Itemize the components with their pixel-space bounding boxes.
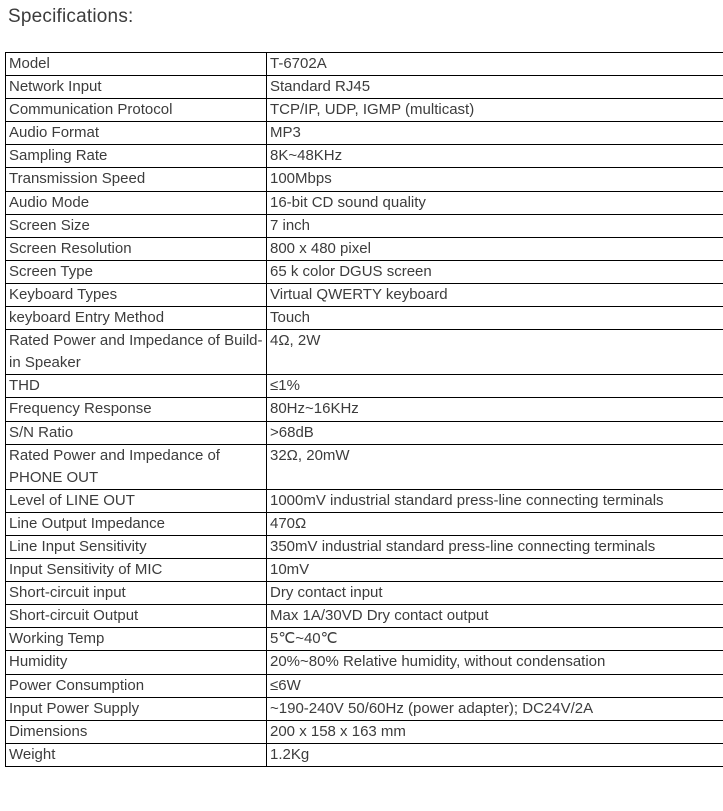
spec-label: Screen Type xyxy=(6,260,267,283)
spec-label: Transmission Speed xyxy=(6,168,267,191)
spec-value: Touch xyxy=(267,307,723,330)
spec-label: S/N Ratio xyxy=(6,421,267,444)
spec-value: 5℃~40℃ xyxy=(267,628,723,651)
spec-label: Working Temp xyxy=(6,628,267,651)
spec-label: Line Input Sensitivity xyxy=(6,535,267,558)
spec-value: 350mV industrial standard press-line connecting terminals xyxy=(267,535,723,558)
spec-label: Communication Protocol xyxy=(6,99,267,122)
specifications-table-body xyxy=(6,53,723,767)
spec-row xyxy=(6,697,723,720)
spec-label: Input Power Supply xyxy=(6,697,267,720)
spec-value: 470Ω xyxy=(267,512,723,535)
spec-value: 80Hz~16KHz xyxy=(267,398,723,421)
spec-value: Dry contact input xyxy=(267,582,723,605)
spec-label: Audio Format xyxy=(6,122,267,145)
spec-label: Keyboard Types xyxy=(6,283,267,306)
spec-row xyxy=(6,605,723,628)
spec-label: Humidity xyxy=(6,651,267,674)
spec-label: Screen Resolution xyxy=(6,237,267,260)
spec-label: Power Consumption xyxy=(6,674,267,697)
spec-label: keyboard Entry Method xyxy=(6,307,267,330)
spec-label: Rated Power and Impedance of Build-in Speaker xyxy=(6,330,267,375)
specifications-table xyxy=(5,52,723,767)
spec-row xyxy=(6,743,723,766)
spec-row xyxy=(6,720,723,743)
spec-label: Screen Size xyxy=(6,214,267,237)
spec-row xyxy=(6,398,723,421)
page-title: Specifications: xyxy=(8,6,134,27)
spec-row xyxy=(6,651,723,674)
spec-row xyxy=(6,421,723,444)
spec-row xyxy=(6,489,723,512)
spec-row xyxy=(6,559,723,582)
spec-row xyxy=(6,330,723,375)
spec-value: 100Mbps xyxy=(267,168,723,191)
spec-row xyxy=(6,283,723,306)
spec-label: Level of LINE OUT xyxy=(6,489,267,512)
spec-row xyxy=(6,237,723,260)
spec-row xyxy=(6,214,723,237)
spec-row xyxy=(6,535,723,558)
spec-value: T-6702A xyxy=(267,53,723,76)
spec-value: MP3 xyxy=(267,122,723,145)
spec-label: Model xyxy=(6,53,267,76)
spec-value: 8K~48KHz xyxy=(267,145,723,168)
spec-row xyxy=(6,122,723,145)
spec-value: 800 x 480 pixel xyxy=(267,237,723,260)
spec-value: 4Ω, 2W xyxy=(267,330,723,375)
spec-label: Line Output Impedance xyxy=(6,512,267,535)
spec-label: Sampling Rate xyxy=(6,145,267,168)
spec-row xyxy=(6,444,723,489)
spec-label: THD xyxy=(6,375,267,398)
spec-value: 65 k color DGUS screen xyxy=(267,260,723,283)
spec-value: 200 x 158 x 163 mm xyxy=(267,720,723,743)
spec-row xyxy=(6,628,723,651)
spec-label: Dimensions xyxy=(6,720,267,743)
spec-row xyxy=(6,375,723,398)
spec-label: Input Sensitivity of MIC xyxy=(6,559,267,582)
spec-value: 7 inch xyxy=(267,214,723,237)
spec-label: Rated Power and Impedance of PHONE OUT xyxy=(6,444,267,489)
spec-value: ≤1% xyxy=(267,375,723,398)
spec-row xyxy=(6,512,723,535)
spec-label: Frequency Response xyxy=(6,398,267,421)
spec-row xyxy=(6,260,723,283)
spec-label: Short-circuit input xyxy=(6,582,267,605)
spec-value: 1.2Kg xyxy=(267,743,723,766)
spec-row xyxy=(6,99,723,122)
spec-value: 20%~80% Relative humidity, without condensation xyxy=(267,651,723,674)
spec-label: Audio Mode xyxy=(6,191,267,214)
spec-label: Short-circuit Output xyxy=(6,605,267,628)
spec-row xyxy=(6,53,723,76)
spec-value: 10mV xyxy=(267,559,723,582)
spec-value: ≤6W xyxy=(267,674,723,697)
spec-value: Max 1A/30VD Dry contact output xyxy=(267,605,723,628)
spec-value: ~190-240V 50/60Hz (power adapter); DC24V/2A xyxy=(267,697,723,720)
spec-row xyxy=(6,307,723,330)
spec-label: Network Input xyxy=(6,76,267,99)
spec-value: 16-bit CD sound quality xyxy=(267,191,723,214)
spec-row xyxy=(6,191,723,214)
spec-row xyxy=(6,674,723,697)
spec-row xyxy=(6,582,723,605)
spec-value: Standard RJ45 xyxy=(267,76,723,99)
spec-value: >68dB xyxy=(267,421,723,444)
spec-value: Virtual QWERTY keyboard xyxy=(267,283,723,306)
spec-label: Weight xyxy=(6,743,267,766)
spec-row xyxy=(6,145,723,168)
spec-row xyxy=(6,76,723,99)
spec-value: TCP/IP, UDP, IGMP (multicast) xyxy=(267,99,723,122)
spec-value: 32Ω, 20mW xyxy=(267,444,723,489)
spec-value: 1000mV industrial standard press-line connecting terminals xyxy=(267,489,723,512)
spec-row xyxy=(6,168,723,191)
